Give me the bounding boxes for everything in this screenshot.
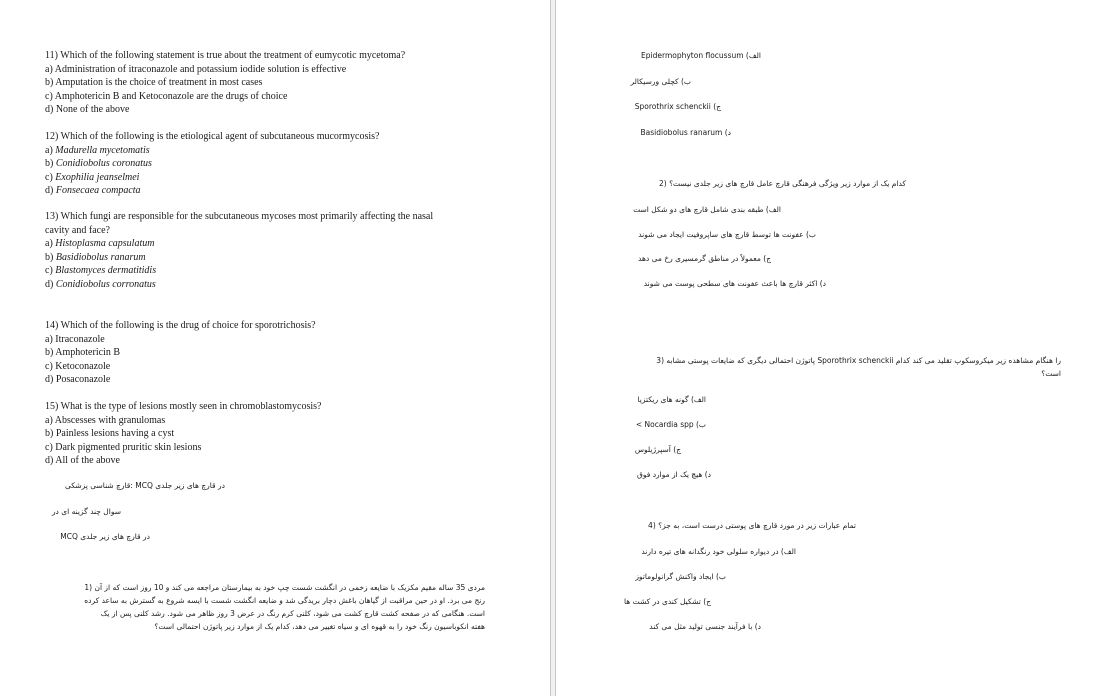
question-11-option-a: a) Administration of itraconazole and potassium iodide solution is effective: [45, 63, 347, 75]
question-11: [45, 49, 495, 117]
case-question-1-line4: هفته انکوباسیون رنگ خود را به قهوه ای و سیاه تغییر می دهد، کدام یک از موارد زیر پاتوژن احتمالی است؟: [154, 622, 485, 631]
question-11-option-c: c) Amphotericin B and Ketoconazole are the drugs of choice: [45, 90, 288, 102]
question-2-option-c: ج) معمولاً در مناطق گرمسیری رخ می دهد: [638, 254, 771, 263]
question-14-option-a: a) Itraconazole: [45, 333, 105, 345]
question-11-stem: 11) Which of the following statement is true about the treatment of eumycotic mycetoma?: [45, 50, 406, 61]
question-12: [45, 130, 495, 198]
question-15-option-a: a) Abscesses with granulomas: [45, 414, 166, 426]
question-14-stem: 14) Which of the following is the drug of choice for sporotrichosis?: [45, 320, 316, 331]
question-4-option-b: ب) ایجاد واکنش گرانولوماتوز: [635, 572, 726, 581]
question-12-option-a: a) Madurella mycetomatis: [45, 144, 150, 156]
question-14: [45, 319, 495, 387]
question-15-option-d: d) All of the above: [45, 455, 120, 466]
question-3-stem-line1: را هنگام مشاهده زیر میکروسکوپ تقلید می کند کدام Sporothrix schenckii پاتوژن احتمالی دیگری که ضایعات پوستی مشابه (3: [656, 356, 1061, 365]
question-14-option-c: c) Ketoconazole: [45, 360, 111, 372]
left-page: [0, 0, 550, 696]
question-3-stem-line2: است؟: [1041, 369, 1061, 378]
question-14-option-d: d) Posaconazole: [45, 374, 111, 385]
question-1-option-d: د) Basidiobolus ranarum: [640, 128, 731, 137]
question-13-stem-line2: cavity and face?: [45, 224, 110, 236]
question-4-option-a: الف) در دیواره سلولی خود رنگدانه های تیره دارند: [641, 547, 796, 556]
question-13-stem-line1: 13) Which fungi are responsible for the subcutaneous mycoses most primarily affecting the nasal: [45, 211, 434, 222]
question-12-option-d: d) Fonsecaea compacta: [45, 185, 141, 196]
question-12-option-c: c) Exophilia jeanselmei: [45, 171, 140, 183]
section-heading-2: سوال چند گزینه ای در: [51, 507, 121, 516]
question-15-stem: 15) What is the type of lesions mostly seen in chromoblastomycosis?: [45, 401, 322, 412]
question-15-option-c: c) Dark pigmented pruritic skin lesions: [45, 441, 202, 453]
question-1-option-b: ب) کچلی ورسیکالر: [630, 77, 691, 86]
question-3-option-b: ب) Nocardia spp >: [635, 420, 706, 429]
question-12-option-b: b) Conidiobolus coronatus: [45, 158, 152, 169]
question-13-option-c: c) Blastomyces dermatitidis: [45, 265, 157, 276]
case-question-1-line3: است. هنگامی که در صفحه کشت قارچ کشت می شود، کلنی کرم رنگ در عرض 3 روز ظاهر می شود. رشد کلنی پس از یک: [100, 609, 485, 618]
question-1-option-c: ج) Sporothrix schenckii: [634, 102, 721, 111]
question-3-option-d: د) هیچ یک از موارد فوق: [637, 470, 711, 479]
question-15: [45, 400, 495, 468]
question-3-option-a: الف) گونه های ریکتزیا: [637, 395, 706, 404]
question-11-option-d: d) None of the above: [45, 104, 130, 115]
question-4-option-c: ج) تشکیل کندی در کشت ها: [623, 597, 711, 606]
question-12-stem: 12) Which of the following is the etiological agent of subcutaneous mucormycosis?: [45, 131, 380, 142]
question-4-option-d: د) با فرآیند جنسی تولید مثل می کند: [649, 622, 761, 631]
case-question-1-line2: رنج می برد. او در حین مراقبت از گیاهان باغش دچار بریدگی شد و ضایعه انگشت شست با ایسه شروع به گسترش به ساعد کرده: [84, 596, 485, 605]
question-15-option-b: b) Painless lesions having a cyst: [45, 428, 175, 439]
section-heading-1: در قارچ های زیر جلدی MCQ :قارچ شناسی پزشکی: [64, 481, 225, 490]
question-2-option-b: ب) عفونت ها توسط قارچ های ساپروفیت ایجاد می شوند: [638, 230, 816, 239]
question-13-option-d: d) Conidiobolus corronatus: [45, 278, 156, 290]
case-question-1: [40, 581, 485, 633]
question-11-option-b: b) Amputation is the choice of treatment in most cases: [45, 77, 263, 88]
question-3-option-c: ج) آسپرژیلوس: [634, 445, 681, 454]
case-question-1-line1: مردی 35 ساله مقیم مکزیک با ضایعه زخمی در انگشت شست چپ خود به بیمارستان مراجعه می کند و 10 روز است که از آن (1: [84, 583, 485, 592]
question-2-option-a: الف) طبقه بندی شامل قارچ های دو شکل است: [633, 205, 781, 214]
right-page: [556, 0, 1110, 696]
question-14-option-b: b) Amphotericin B: [45, 347, 120, 358]
question-2-stem: کدام یک از موارد زیر ویژگی فرهنگی قارچ عامل قارچ های زیر جلدی نیست؟ (2: [658, 179, 906, 188]
question-3-stem: [621, 354, 1061, 380]
question-2-option-d: د) اکثر قارچ ها باعث عفونت های سطحی پوست می شوند: [643, 279, 826, 288]
section-heading-3: در قارچ های زیر جلدی MCQ: [60, 532, 150, 541]
question-13-option-b: b) Basidiobolus ranarum: [45, 251, 146, 263]
question-13-option-a: a) Histoplasma capsulatum: [45, 238, 155, 249]
question-4-stem: تمام عبارات زیر در مورد قارچ های پوستی درست است، به جز؟ (4: [648, 521, 856, 530]
question-1-option-a: الف) Epidermophyton flocussum: [641, 51, 761, 60]
question-13: [45, 210, 495, 291]
